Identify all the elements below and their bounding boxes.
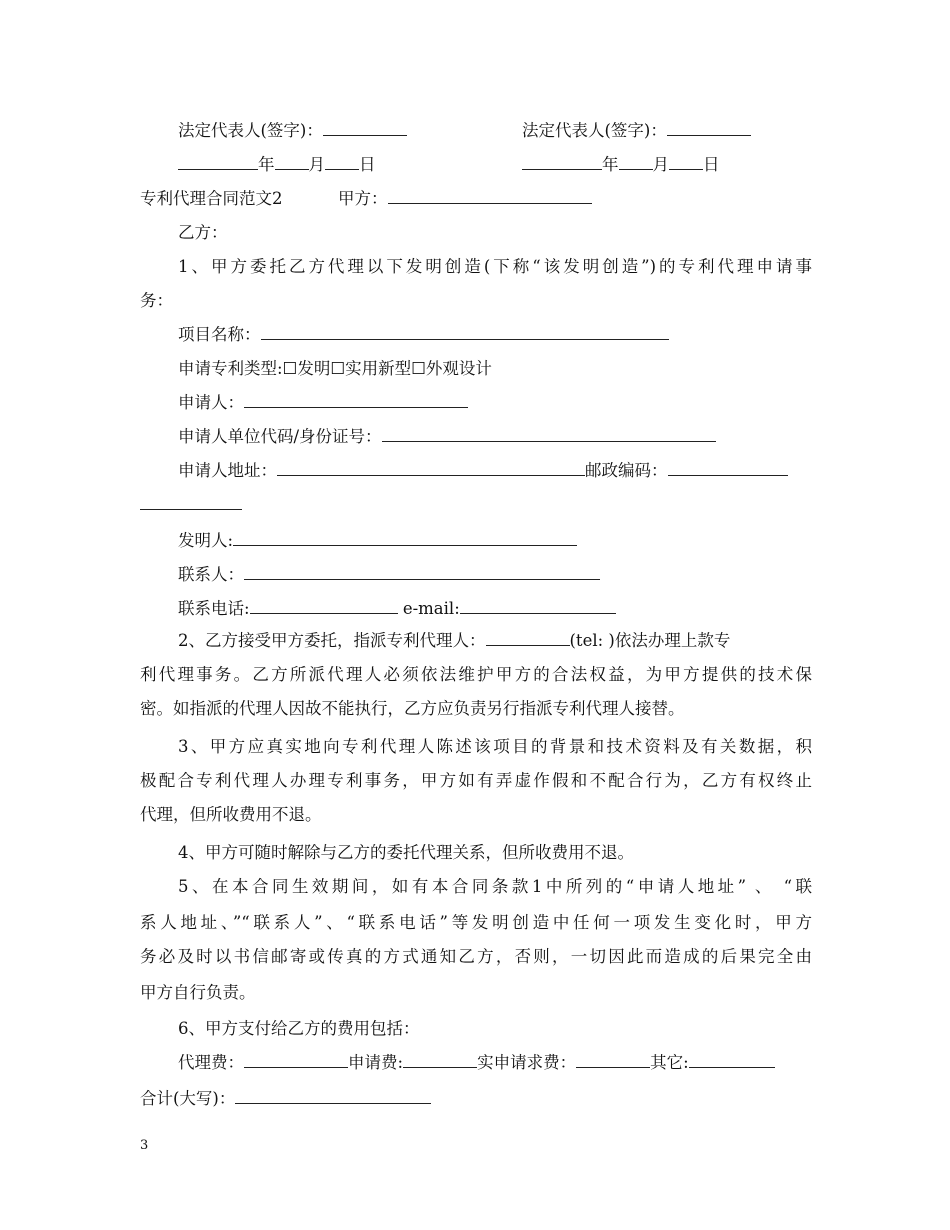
patent-type-row: 申请专利类型:☐发明☐实用新型☐外观设计 — [178, 359, 492, 378]
year-label: 年 — [258, 155, 275, 174]
signature-left-blank[interactable] — [323, 120, 407, 136]
email-label: e-mail: — [402, 599, 460, 618]
postcode-label: 邮政编码： — [585, 461, 668, 480]
applicant-address-row — [178, 460, 788, 482]
applicant-row — [178, 392, 468, 414]
phone-blank[interactable] — [250, 598, 398, 614]
clause5-line2: 系人地址、”“联系人”、“联系电话”等发明创造中任何一项发生变化时，甲方 — [140, 913, 812, 932]
applicant-id-row — [178, 426, 716, 448]
applicant-id-label: 申请人单位代码/身份证号： — [178, 427, 382, 446]
exam-fee-label: 实申请求费： — [477, 1053, 577, 1072]
contact-row — [178, 564, 600, 586]
applicant-blank[interactable] — [244, 392, 468, 408]
applicant-address-blank[interactable] — [277, 460, 585, 476]
clause5-line1: 5、在本合同生效期间，如有本合同条款1中所列的“申请人地址” 、 “联 — [178, 877, 812, 896]
day-blank[interactable] — [325, 154, 359, 170]
clause1-line1: 1、甲方委托乙方代理以下发明创造(下称“该发明创造”)的专利代理申请事 — [178, 257, 812, 276]
date-left — [178, 154, 376, 176]
date-right — [522, 154, 720, 176]
signature-right — [522, 120, 751, 142]
month-label: 月 — [652, 155, 669, 174]
clause2-line3: 密。如指派的代理人因故不能执行，乙方应负责另行指派专利代理人接替。 — [140, 699, 685, 718]
exam-fee-blank[interactable] — [576, 1052, 650, 1068]
fees-row — [178, 1052, 775, 1074]
project-name-blank[interactable] — [261, 324, 669, 340]
signature-right-label: 法定代表人(签字)： — [522, 121, 667, 140]
clause3-line1: 3、甲方应真实地向专利代理人陈述该项目的背景和技术资料及有关数据，积 — [178, 737, 812, 756]
month-label: 月 — [308, 155, 325, 174]
party-b — [178, 222, 228, 244]
other-fee-blank[interactable] — [689, 1052, 775, 1068]
email-blank[interactable] — [460, 598, 616, 614]
total-label: 合计(大写)： — [140, 1089, 236, 1108]
year-label: 年 — [602, 155, 619, 174]
day-label: 日 — [359, 155, 376, 174]
contact-label: 联系人： — [178, 565, 244, 584]
party-a — [338, 188, 592, 210]
total-row — [140, 1088, 431, 1110]
inventor-blank[interactable] — [233, 530, 577, 546]
agency-fee-label: 代理费： — [178, 1053, 244, 1072]
clause5-line3: 务必及时以书信邮寄或传真的方式通知乙方，否则，一切因此而造成的后果完全由 — [140, 947, 812, 966]
signature-right-blank[interactable] — [667, 120, 751, 136]
other-fee-label: 其它: — [650, 1053, 689, 1072]
clause4-line1: 4、甲方可随时解除与乙方的委托代理关系，但所收费用不退。 — [178, 843, 634, 862]
applicant-id-blank[interactable] — [382, 426, 716, 442]
month-blank[interactable] — [619, 154, 653, 170]
month-blank[interactable] — [275, 154, 309, 170]
project-name-label: 项目名称： — [178, 325, 261, 344]
clause3-line2: 极配合专利代理人办理专利事务，甲方如有弄虚作假和不配合行为，乙方有权终止 — [140, 771, 812, 790]
clause6-line1: 6、甲方支付给乙方的费用包括： — [178, 1019, 420, 1038]
document-title — [140, 188, 283, 210]
clause1-line2: 务： — [140, 291, 173, 310]
party-b-label: 乙方： — [178, 223, 228, 242]
clause2-text-b: (tel: )依法办理上款专 — [569, 631, 731, 650]
postcode-blank-continued[interactable] — [140, 494, 242, 510]
inventor-row — [178, 530, 577, 552]
party-a-label: 甲方： — [338, 189, 388, 208]
clause2-line1 — [178, 630, 730, 652]
postcode-blank[interactable] — [668, 460, 788, 476]
application-fee-label: 申请费: — [348, 1053, 404, 1072]
agent-name-blank[interactable] — [486, 630, 570, 646]
signature-left — [178, 120, 407, 142]
total-blank[interactable] — [235, 1088, 431, 1104]
day-label: 日 — [703, 155, 720, 174]
clause2-text-a: 2、乙方接受甲方委托，指派专利代理人： — [178, 631, 486, 650]
phone-row — [178, 598, 616, 620]
applicant-address-label: 申请人地址： — [178, 461, 277, 480]
clause2-line2: 利代理事务。乙方所派代理人必须依法维护甲方的合法权益，为甲方提供的技术保 — [140, 665, 812, 684]
applicant-label: 申请人： — [178, 393, 244, 412]
year-blank[interactable] — [522, 154, 602, 170]
phone-label: 联系电话: — [178, 599, 250, 618]
contact-blank[interactable] — [244, 564, 600, 580]
project-name-row — [178, 324, 669, 346]
clause3-line3: 代理，但所收费用不退。 — [140, 805, 322, 824]
year-blank[interactable] — [178, 154, 258, 170]
inventor-label: 发明人: — [178, 531, 234, 550]
postcode-continued — [140, 494, 242, 516]
application-fee-blank[interactable] — [403, 1052, 477, 1068]
agency-fee-blank[interactable] — [244, 1052, 348, 1068]
day-blank[interactable] — [669, 154, 703, 170]
title-text: 专利代理合同范文2 — [140, 189, 283, 208]
clause5-line4: 甲方自行负责。 — [140, 983, 256, 1002]
signature-left-label: 法定代表人(签字)： — [178, 121, 323, 140]
party-a-blank[interactable] — [388, 188, 592, 204]
page-number: 3 — [140, 1138, 149, 1153]
